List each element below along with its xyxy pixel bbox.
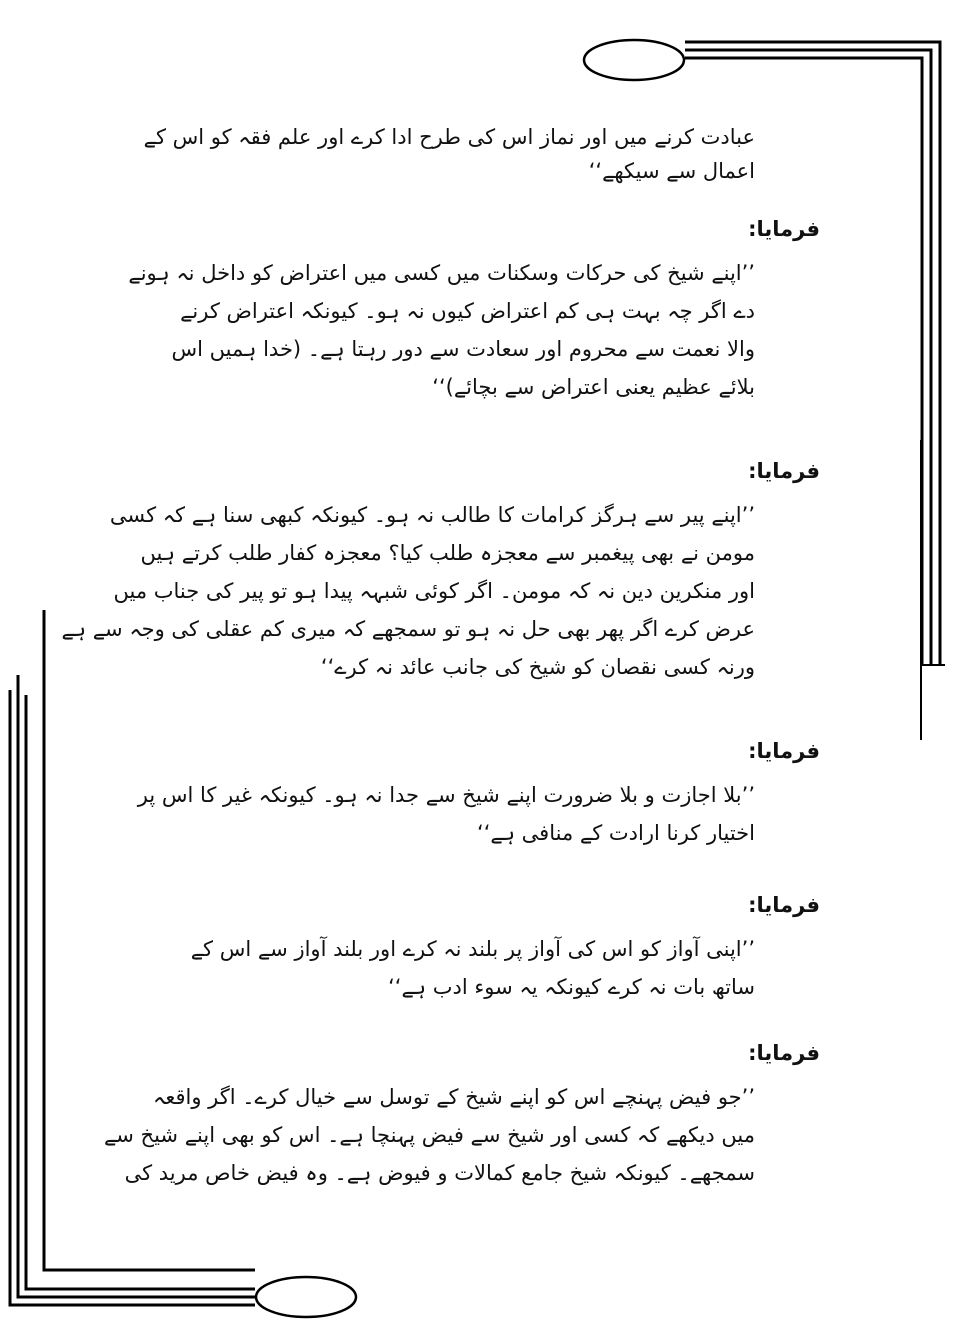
saying-2-line-4: عرض کرے اگر پھر بھی حل نہ ہو تو سمجھے کہ میری کم عقلی کی وجہ سے ہے bbox=[61, 617, 755, 641]
saying-3-line-1: ’’بلا اجازت و بلا ضرورت اپنے شیخ سے جدا نہ ہو۔ کیونکہ غیر کا اس پر bbox=[137, 783, 755, 807]
saying-4-line-2: ساتھ بات نہ کرے کیونکہ یہ سوء ادب ہے‘‘ bbox=[388, 975, 755, 999]
saying-5-line-1: ’’جو فیض پہنچے اس کو اپنے شیخ کے توسل سے خیال کرے۔ اگر واقعہ bbox=[153, 1085, 755, 1109]
saying-2-line-2: مومن نے بھی پیغمبر سے معجزہ طلب کیا؟ معجزہ کفار طلب کرتے ہیں bbox=[140, 541, 755, 565]
saying-1-line-4: بلائے عظیم یعنی اعتراض سے بچائے)‘‘ bbox=[432, 375, 755, 399]
saying-1-line-3: والا نعمت سے محروم اور سعادت سے دور رہتا ہے۔ (خدا ہمیں اس bbox=[171, 337, 755, 361]
saying-5-line-3: سمجھے۔ کیونکہ شیخ جامع کمالات و فیوض ہے۔ وہ فیض خاص مرید کی bbox=[124, 1161, 755, 1185]
saying-2-line-3: اور منکرین دین نہ کہ مومن۔ اگر کوئی شبہہ پیدا ہو تو پیر کی جناب میں bbox=[113, 579, 755, 603]
saying-2-line-5: ورنہ کسی نقصان کو شیخ کی جانب عائد نہ کرے‘‘ bbox=[320, 655, 755, 679]
farmaya-label-2: فرمایا: bbox=[748, 459, 820, 483]
saying-2-line-1: ’’اپنے پیر سے ہرگز کرامات کا طالب نہ ہو۔ کیونکہ کبھی سنا ہے کہ کسی bbox=[109, 503, 755, 527]
farmaya-label-1: فرمایا: bbox=[748, 217, 820, 241]
intro-line-2: اعمال سے سیکھے‘‘ bbox=[588, 159, 755, 183]
top-oval-ornament bbox=[584, 40, 684, 80]
saying-4-line-1: ’’اپنی آواز کو اس کی آواز پر بلند نہ کرے اور بلند آواز سے اس کے bbox=[190, 937, 755, 961]
farmaya-label-3: فرمایا: bbox=[748, 739, 820, 763]
intro-line-1: عبادت کرنے میں اور نماز اس کی طرح ادا کرے اور علم فقہ کو اس کے bbox=[143, 125, 755, 149]
saying-1-line-1: ’’اپنے شیخ کی حرکات وسکنات میں کسی میں اعتراض کو داخل نہ ہونے bbox=[128, 261, 755, 285]
bottom-oval-ornament bbox=[256, 1277, 356, 1317]
saying-1-line-2: دے اگر چہ بہت ہی کم اعتراض کیوں نہ ہو۔ کیونکہ اعتراض کرنے bbox=[180, 299, 755, 323]
saying-3-line-2: اختیار کرنا ارادت کے منافی ہے‘‘ bbox=[477, 821, 755, 845]
farmaya-label-5: فرمایا: bbox=[748, 1041, 820, 1065]
saying-5-line-2: میں دیکھے کہ کسی اور شیخ سے فیض پہنچا ہے۔ اس کو بھی اپنے شیخ سے bbox=[103, 1123, 755, 1147]
farmaya-label-4: فرمایا: bbox=[748, 893, 820, 917]
